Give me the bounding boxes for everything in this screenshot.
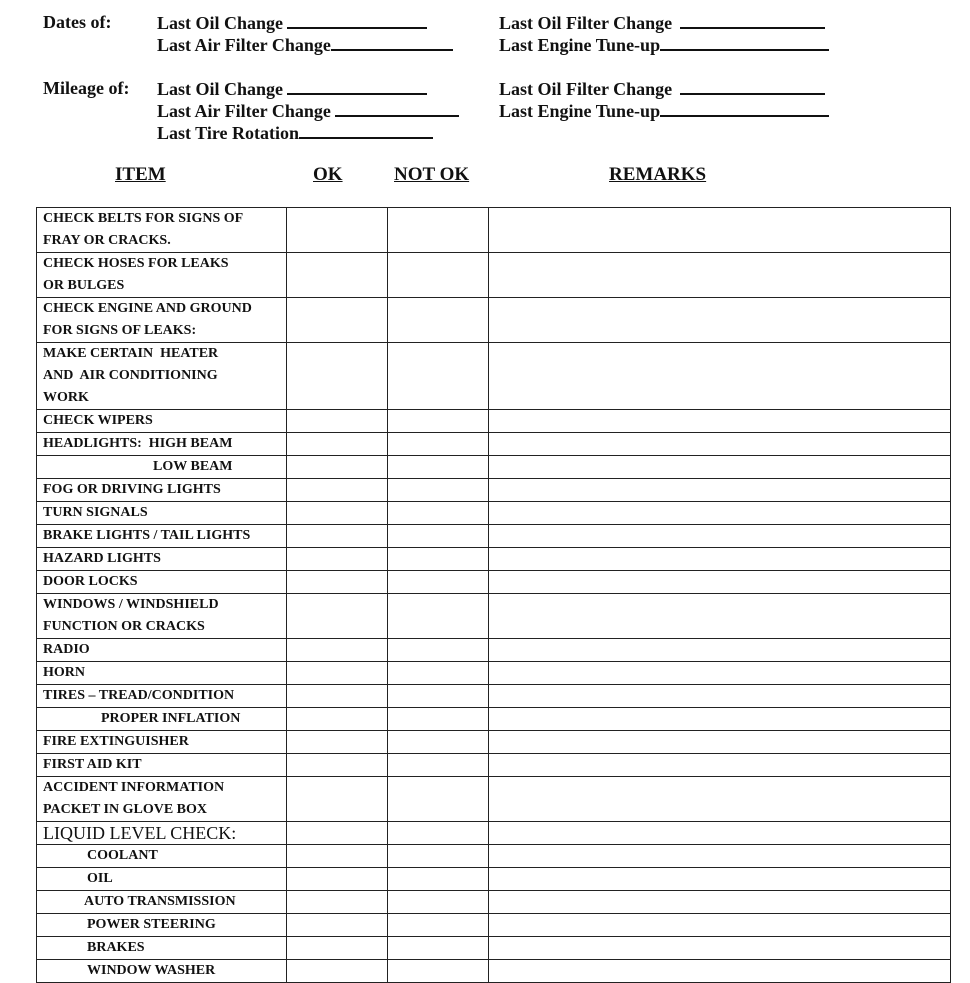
item-text: COOLANT [87,848,158,863]
not-ok-cell[interactable] [388,662,489,685]
not-ok-cell[interactable] [388,343,489,410]
mileage-oil-change-line[interactable] [287,77,427,95]
mileage-tire-rotation [157,121,433,144]
item-text: CHECK BELTS FOR SIGNS OF [43,211,244,226]
not-ok-cell[interactable] [388,410,489,433]
dates-oil-change-label: Last Oil Change [157,13,284,33]
item-cell [37,731,287,754]
item-cell [37,571,287,594]
not-ok-cell[interactable] [388,298,489,343]
ok-cell[interactable] [287,662,388,685]
item-text: OIL [87,871,113,886]
column-header-not-ok: NOT OK [394,164,470,185]
item-cell [37,208,287,253]
remarks-cell[interactable] [489,708,951,731]
remarks-cell[interactable] [489,208,951,253]
not-ok-cell[interactable] [388,548,489,571]
ok-cell[interactable] [287,891,388,914]
not-ok-cell[interactable] [388,960,489,983]
item-text: CHECK WIPERS [43,413,153,428]
item-cell [37,960,287,983]
table-row [37,960,951,983]
item-text: HEADLIGHTS: HIGH BEAM [43,436,233,451]
mileage-label: Mileage of: [43,78,130,98]
item-cell [37,708,287,731]
mileage-engine-tuneup [499,99,829,122]
remarks-cell[interactable] [489,868,951,891]
item-cell [37,253,287,298]
item-cell [37,343,287,410]
mileage-air-filter-label: Last Air Filter Change [157,101,331,121]
ok-cell[interactable] [287,685,388,708]
item-text: DOOR LOCKS [43,574,138,589]
table-row [37,822,951,845]
dates-engine-tuneup-line[interactable] [660,33,829,51]
remarks-cell[interactable] [489,914,951,937]
item-cell [37,662,287,685]
ok-cell[interactable] [287,253,388,298]
ok-cell[interactable] [287,914,388,937]
not-ok-cell[interactable] [388,937,489,960]
not-ok-cell[interactable] [388,845,489,868]
ok-cell[interactable] [287,708,388,731]
item-text: HORN [43,665,85,680]
remarks-cell[interactable] [489,479,951,502]
item-text: MAKE CERTAIN HEATER [43,346,219,361]
item-text: POWER STEERING [87,917,216,932]
item-text: CHECK HOSES FOR LEAKS [43,256,229,271]
dates-oil-change-line[interactable] [287,11,427,29]
remarks-cell[interactable] [489,433,951,456]
table-row [37,891,951,914]
ok-cell[interactable] [287,208,388,253]
remarks-cell[interactable] [489,685,951,708]
item-text: FIRE EXTINGUISHER [43,734,189,749]
not-ok-cell[interactable] [388,571,489,594]
dates-air-filter [157,33,453,56]
table-row [37,639,951,662]
ok-cell[interactable] [287,937,388,960]
table-row [37,754,951,777]
remarks-cell[interactable] [489,298,951,343]
mileage-engine-tuneup-line[interactable] [660,99,829,117]
ok-cell[interactable] [287,731,388,754]
item-text: AND AIR CONDITIONING [43,368,218,383]
remarks-cell[interactable] [489,410,951,433]
checklist-table [36,207,951,983]
item-text: RADIO [43,642,90,657]
item-cell [37,298,287,343]
not-ok-cell[interactable] [388,479,489,502]
not-ok-cell[interactable] [388,708,489,731]
item-cell [37,777,287,822]
remarks-cell[interactable] [489,525,951,548]
dates-oil-filter [499,11,825,34]
ok-cell[interactable] [287,594,388,639]
mileage-oil-change [157,77,427,100]
item-cell [37,754,287,777]
ok-cell[interactable] [287,343,388,410]
ok-cell[interactable] [287,868,388,891]
table-row [37,298,951,343]
not-ok-cell[interactable] [388,914,489,937]
mileage-air-filter-line[interactable] [335,99,459,117]
table-row [37,208,951,253]
mileage-oil-filter [499,77,825,100]
not-ok-cell[interactable] [388,456,489,479]
ok-cell[interactable] [287,502,388,525]
remarks-cell[interactable] [489,777,951,822]
not-ok-cell[interactable] [388,822,489,845]
table-row [37,594,951,639]
item-cell [37,868,287,891]
dates-oil-filter-label: Last Oil Filter Change [499,13,673,33]
remarks-cell[interactable] [489,822,951,845]
item-cell [37,525,287,548]
table-row [37,456,951,479]
mileage-engine-tuneup-label: Last Engine Tune-up [499,101,661,121]
table-row [37,571,951,594]
remarks-cell[interactable] [489,548,951,571]
item-text: TURN SIGNALS [43,505,148,520]
item-cell [37,639,287,662]
item-cell [37,891,287,914]
item-cell [37,822,287,845]
item-text: BRAKES [87,940,145,955]
remarks-cell[interactable] [489,502,951,525]
dates-engine-tuneup-label: Last Engine Tune-up [499,35,661,55]
item-text: PACKET IN GLOVE BOX [43,802,208,817]
ok-cell[interactable] [287,777,388,822]
table-row [37,253,951,298]
table-row [37,937,951,960]
mileage-oil-change-label: Last Oil Change [157,79,284,99]
item-cell [37,502,287,525]
ok-cell[interactable] [287,639,388,662]
table-row [37,914,951,937]
column-header-item: ITEM [115,164,166,185]
not-ok-cell[interactable] [388,208,489,253]
not-ok-cell[interactable] [388,777,489,822]
ok-cell[interactable] [287,410,388,433]
mileage-air-filter [157,99,459,122]
dates-air-filter-line[interactable] [331,33,453,51]
item-cell [37,845,287,868]
item-text: FRAY OR CRACKS. [43,233,171,248]
item-cell [37,594,287,639]
ok-cell[interactable] [287,433,388,456]
item-text: AUTO TRANSMISSION [84,894,236,909]
dates-engine-tuneup [499,33,829,56]
not-ok-cell[interactable] [388,685,489,708]
table-row [37,525,951,548]
table-row [37,731,951,754]
dates-label: Dates of: [43,12,112,32]
item-text: TIRES – TREAD/CONDITION [43,688,235,703]
ok-cell[interactable] [287,298,388,343]
column-header-remarks: REMARKS [609,164,707,185]
ok-cell[interactable] [287,822,388,845]
table-row [37,777,951,822]
not-ok-cell[interactable] [388,639,489,662]
item-text: LIQUID LEVEL CHECK: [43,823,237,843]
table-row [37,868,951,891]
dates-oil-filter-line[interactable] [680,11,825,29]
ok-cell[interactable] [287,960,388,983]
table-row [37,502,951,525]
item-text: FUNCTION OR CRACKS [43,619,205,634]
item-cell [37,685,287,708]
item-text: CHECK ENGINE AND GROUND [43,301,252,316]
remarks-cell[interactable] [489,731,951,754]
remarks-cell[interactable] [489,937,951,960]
remarks-cell[interactable] [489,845,951,868]
item-cell [37,937,287,960]
table-row [37,845,951,868]
remarks-cell[interactable] [489,891,951,914]
ok-cell[interactable] [287,525,388,548]
ok-cell[interactable] [287,845,388,868]
ok-cell[interactable] [287,571,388,594]
not-ok-cell[interactable] [388,594,489,639]
remarks-cell[interactable] [489,571,951,594]
item-text: WINDOW WASHER [87,963,216,978]
not-ok-cell[interactable] [388,525,489,548]
remarks-cell[interactable] [489,253,951,298]
remarks-cell[interactable] [489,754,951,777]
dates-air-filter-label: Last Air Filter Change [157,35,331,55]
item-cell [37,433,287,456]
not-ok-cell[interactable] [388,253,489,298]
ok-cell[interactable] [287,479,388,502]
item-text: PROPER INFLATION [101,711,241,726]
column-header-ok: OK [313,164,343,185]
dates-oil-change [157,11,427,34]
remarks-cell[interactable] [489,639,951,662]
item-cell [37,548,287,571]
remarks-cell[interactable] [489,456,951,479]
not-ok-cell[interactable] [388,433,489,456]
remarks-cell[interactable] [489,343,951,410]
mileage-oil-filter-label: Last Oil Filter Change [499,79,673,99]
ok-cell[interactable] [287,548,388,571]
item-cell [37,410,287,433]
item-cell [37,914,287,937]
table-row [37,708,951,731]
item-text: OR BULGES [43,278,125,293]
table-row [37,548,951,571]
table-row [37,410,951,433]
not-ok-cell[interactable] [388,891,489,914]
table-row [37,343,951,410]
item-text: FIRST AID KIT [43,757,142,772]
item-text: WINDOWS / WINDSHIELD [43,597,219,612]
remarks-cell[interactable] [489,960,951,983]
not-ok-cell[interactable] [388,502,489,525]
remarks-cell[interactable] [489,594,951,639]
mileage-tire-rotation-label: Last Tire Rotation [157,123,300,143]
item-text: HAZARD LIGHTS [43,551,161,566]
not-ok-cell[interactable] [388,731,489,754]
table-row [37,433,951,456]
item-text: BRAKE LIGHTS / TAIL LIGHTS [43,528,251,543]
ok-cell[interactable] [287,754,388,777]
item-cell [37,479,287,502]
mileage-oil-filter-line[interactable] [680,77,825,95]
item-cell [37,456,287,479]
table-row [37,479,951,502]
remarks-cell[interactable] [489,662,951,685]
not-ok-cell[interactable] [388,868,489,891]
item-text: WORK [43,390,89,405]
item-text: FOR SIGNS OF LEAKS: [43,323,197,338]
item-text: LOW BEAM [153,459,233,474]
mileage-tire-rotation-line[interactable] [299,121,433,139]
ok-cell[interactable] [287,456,388,479]
item-text: FOG OR DRIVING LIGHTS [43,482,221,497]
item-text: ACCIDENT INFORMATION [43,780,225,795]
not-ok-cell[interactable] [388,754,489,777]
table-row [37,662,951,685]
table-row [37,685,951,708]
